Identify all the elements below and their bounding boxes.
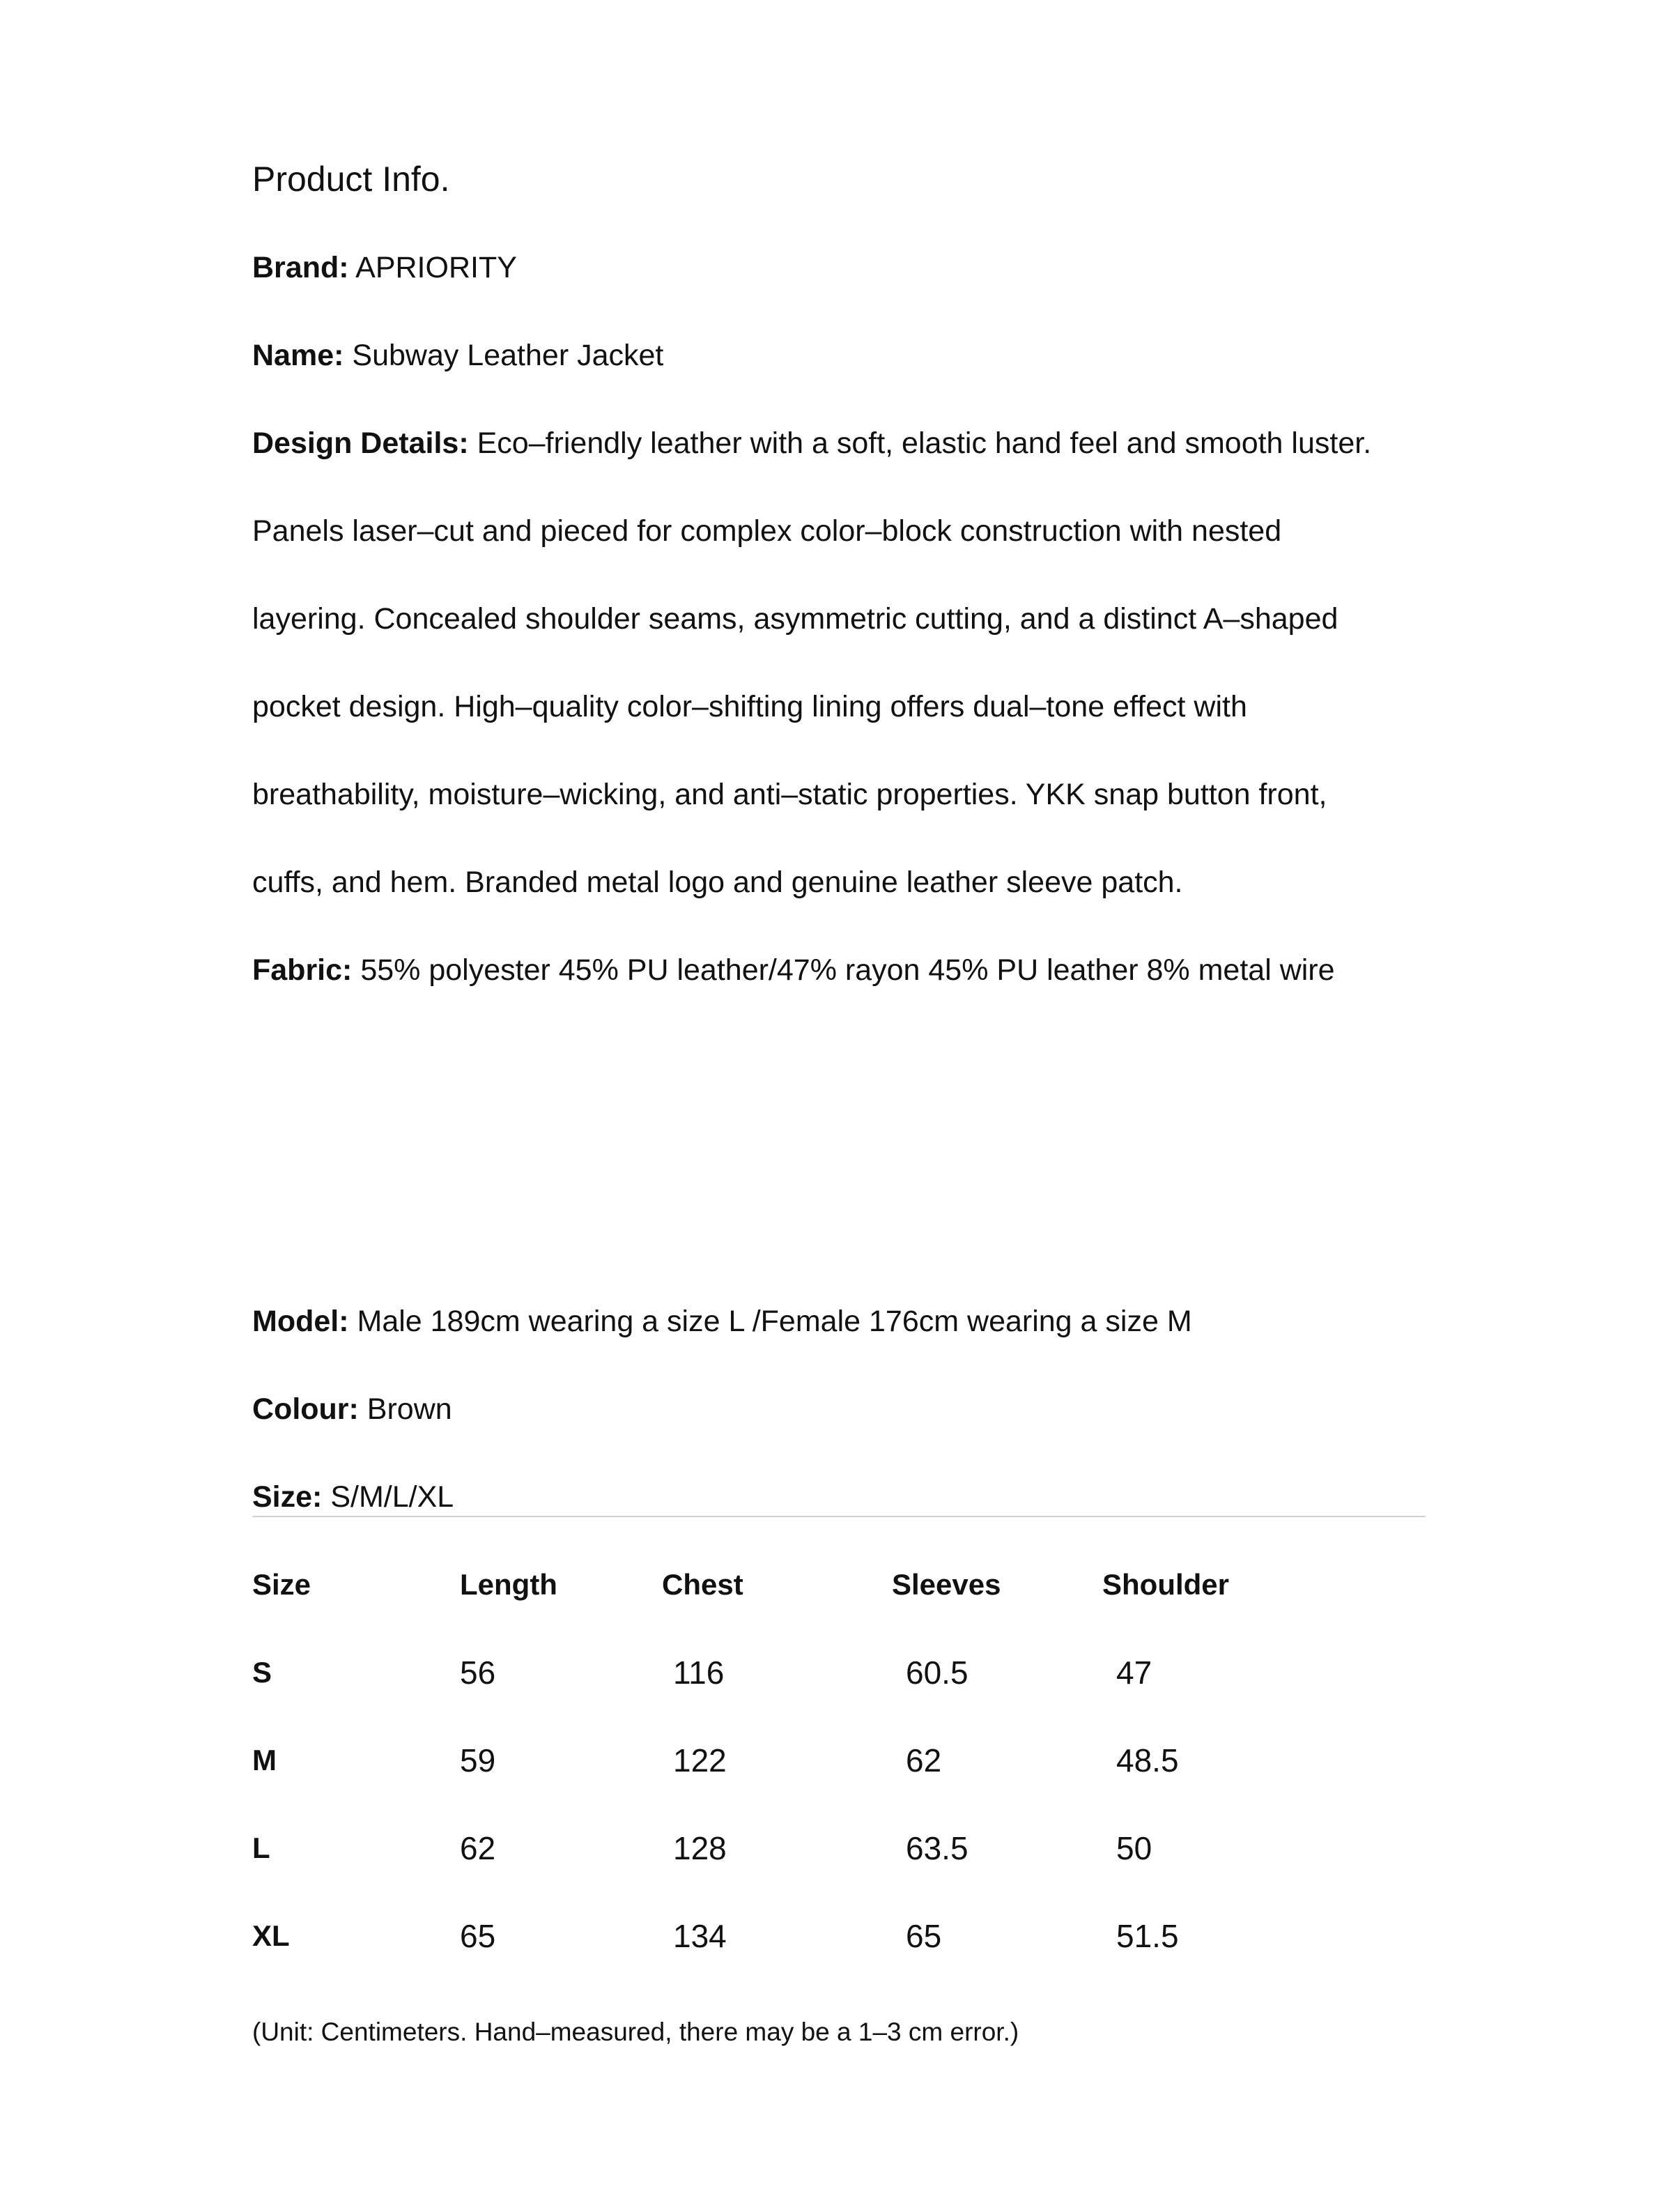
brand-line bbox=[252, 247, 517, 289]
row-size-label: L bbox=[252, 1831, 270, 1864]
size-label: Size: bbox=[252, 1480, 323, 1514]
cell-length: 56 bbox=[460, 1654, 496, 1691]
colour-label: Colour: bbox=[252, 1392, 359, 1426]
cell-length: 62 bbox=[460, 1830, 496, 1866]
design-details-line-5: breathability, moisture–wicking, and anti–static properties. YKK snap button front, bbox=[252, 778, 1327, 811]
cell-shoulder: 50 bbox=[1116, 1830, 1152, 1866]
model-value: Male 189cm wearing a size L /Female 176cm wearing a size M bbox=[348, 1305, 1192, 1338]
colour-line bbox=[252, 1388, 452, 1430]
model-line bbox=[252, 1300, 1192, 1342]
header-length: Length bbox=[460, 1568, 557, 1601]
name-label: Name: bbox=[252, 339, 344, 372]
cell-sleeves: 65 bbox=[906, 1918, 942, 1954]
design-details-line-6: cuffs, and hem. Branded metal logo and genuine leather sleeve patch. bbox=[252, 866, 1183, 899]
brand-label: Brand: bbox=[252, 251, 349, 284]
cell-shoulder: 47 bbox=[1116, 1654, 1152, 1691]
fabric-value: 55% polyester 45% PU leather/47% rayon 45% PU leather 8% metal wire bbox=[352, 953, 1335, 987]
header-sleeves: Sleeves bbox=[892, 1568, 1001, 1601]
brand-value: APRIORITY bbox=[348, 251, 517, 284]
fabric-label: Fabric: bbox=[252, 953, 353, 987]
cell-chest: 116 bbox=[673, 1654, 725, 1691]
cell-sleeves: 62 bbox=[906, 1742, 942, 1779]
measurement-note: (Unit: Centimeters. Hand–measured, there may be a 1–3 cm error.) bbox=[252, 2018, 1019, 2046]
design-details-text: Eco–friendly leather with a soft, elastic hand feel and smooth luster. bbox=[468, 427, 1372, 460]
size-line bbox=[252, 1476, 454, 1518]
header-size: Size bbox=[252, 1568, 311, 1601]
product-info-page bbox=[252, 0, 1437, 2212]
design-details-line-4: pocket design. High–quality color–shifting lining offers dual–tone effect with bbox=[252, 690, 1247, 723]
row-size-label: XL bbox=[252, 1919, 290, 1952]
page-title: Product Info. bbox=[252, 160, 450, 199]
design-details-label: Design Details: bbox=[252, 427, 469, 460]
cell-chest: 128 bbox=[673, 1830, 727, 1866]
cell-chest: 122 bbox=[673, 1742, 727, 1779]
design-details-line-2: Panels laser–cut and pieced for complex color–block construction with nested bbox=[252, 514, 1282, 548]
design-details-line-1 bbox=[252, 422, 1371, 464]
name-value: Subway Leather Jacket bbox=[344, 339, 664, 372]
cell-length: 65 bbox=[460, 1918, 496, 1954]
cell-length: 59 bbox=[460, 1742, 496, 1779]
cell-sleeves: 60.5 bbox=[906, 1654, 969, 1691]
cell-chest: 134 bbox=[673, 1918, 727, 1954]
design-details-line-3: layering. Concealed shoulder seams, asymmetric cutting, and a distinct A–shaped bbox=[252, 602, 1338, 636]
divider bbox=[252, 1516, 1426, 1517]
row-size-label: M bbox=[252, 1744, 277, 1776]
colour-value: Brown bbox=[358, 1392, 452, 1426]
header-chest: Chest bbox=[662, 1568, 743, 1601]
model-label: Model: bbox=[252, 1305, 349, 1338]
cell-shoulder: 51.5 bbox=[1116, 1918, 1179, 1954]
header-shoulder: Shoulder bbox=[1102, 1568, 1230, 1601]
cell-sleeves: 63.5 bbox=[906, 1830, 969, 1866]
fabric-line bbox=[252, 949, 1335, 991]
cell-shoulder: 48.5 bbox=[1116, 1742, 1179, 1779]
size-value: S/M/L/XL bbox=[322, 1480, 454, 1514]
name-line bbox=[252, 335, 663, 376]
row-size-label: S bbox=[252, 1656, 272, 1689]
